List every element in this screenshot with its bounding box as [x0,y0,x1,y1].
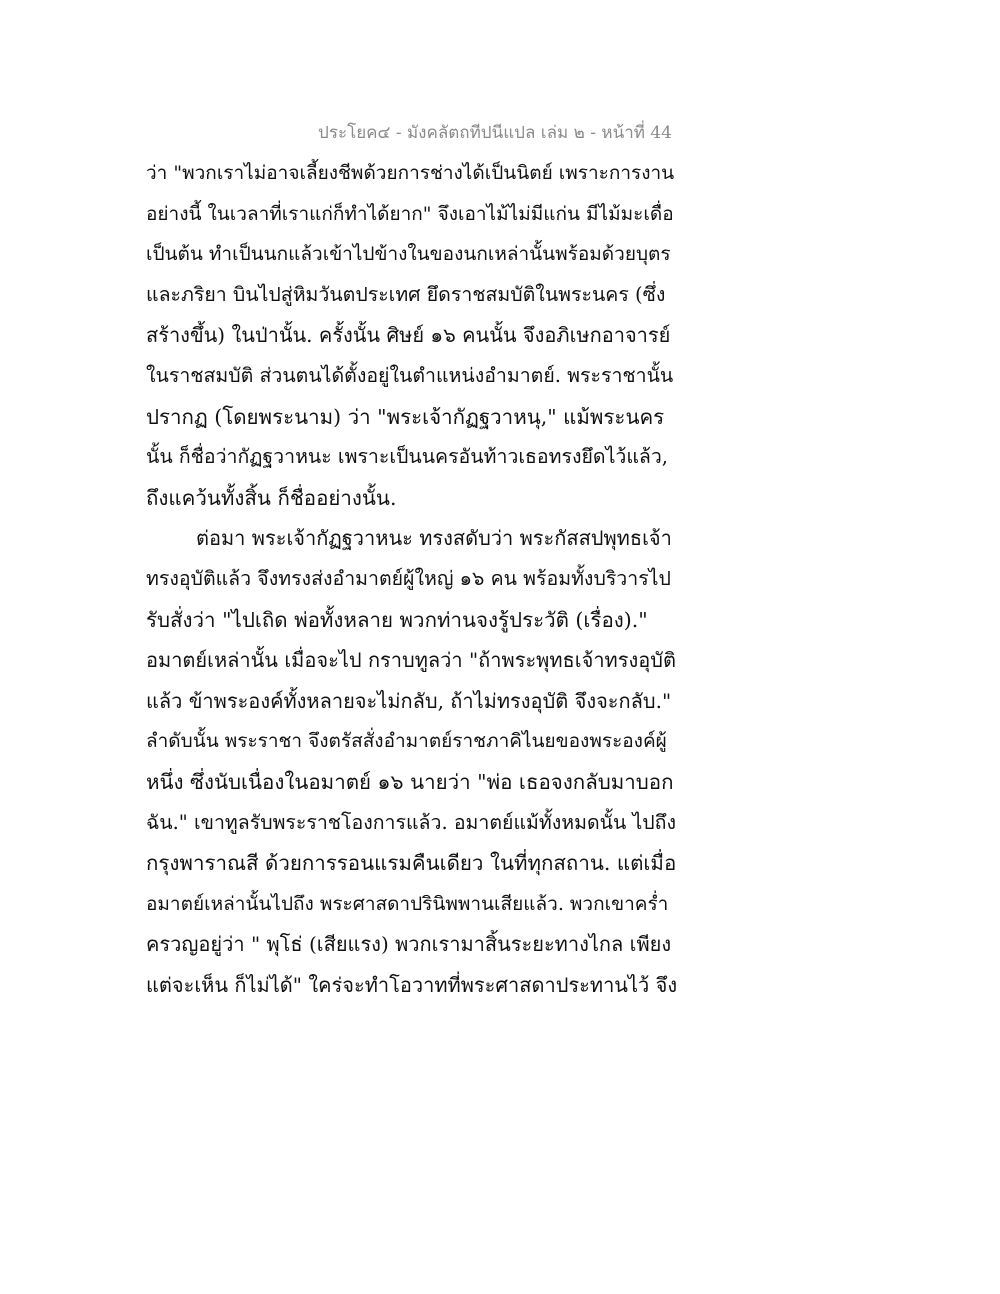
text-line: นั้น ก็ชื่อว่ากัฏฐวาหนะ เพราะเป็นนครอันท้าวเธอทรงยึดไว้แล้ว, [146,445,668,469]
body-text [146,153,676,1005]
text-line: ครวญอยู่ว่า " พุโธ่ (เสียแรง) พวกเรามาสิ้นระยะทางไกล เพียง [146,932,672,957]
text-line: สร้างขึ้น) ในป่านั้น. ครั้งนั้น ศิษย์ ๑๖ คนนั้น จึงอภิเษกอาจารย์ [146,323,671,348]
text-line: อย่างนี้ ในเวลาที่เราแก่ก็ทำได้ยาก" จึงเอาไม้ไม่มีแก่น มีไม้มะเดื่อ [146,202,674,225]
text-line: ในราชสมบัติ ส่วนตนได้ตั้งอยู่ในตำแหน่งอำมาตย์. พระราชานั้น [146,363,674,387]
text-line: แต่จะเห็น ก็ไม่ได้" ใคร่จะทำโอวาทที่พระศาสดาประทานไว้ จึง [146,972,678,997]
text-line: อมาตย์เหล่านั้นไปถึง พระศาสดาปรินิพพานเสียแล้ว. พวกเขาคร่ำ [146,892,669,915]
text-line: ฉัน." เขาทูลรับพระราชโองการแล้ว. อมาตย์แม้ทั้งหมดนั้น ไปถึง [146,810,676,834]
text-line: แล้ว ข้าพระองค์ทั้งหลายจะไม่กลับ, ถ้าไม่ทรงอุบัติ จึงจะกลับ." [146,688,672,713]
text-line: ถึงแคว้นทั้งสิ้น ก็ชื่ออย่างนั้น. [146,485,397,510]
text-line: รับสั่งว่า "ไปเถิด พ่อทั้งหลาย พวกท่านจงรู้ประวัติ (เรื่อง)." [146,607,648,632]
running-header: ประโยค๔ - มังคลัตถทีปนีแปล เล่ม ๒ - หน้าที่ 44 [318,123,672,143]
text-line: อมาตย์เหล่านั้น เมื่อจะไป กราบทูลว่า "ถ้าพระพุทธเจ้าทรงอุบัติ [146,648,676,673]
text-line: หนึ่ง ซึ่งนับเนื่องในอมาตย์ ๑๖ นายว่า "พ่อ เธอจงกลับมาบอก [146,769,674,794]
text-line: ปรากฏ (โดยพระนาม) ว่า "พระเจ้ากัฏฐวาหนุ," แม้พระนคร [146,404,665,429]
text-line: ว่า "พวกเราไม่อาจเลี้ยงชีพด้วยการช่างได้เป็นนิตย์ เพราะการงาน [146,162,675,184]
text-line: ทรงอุบัติแล้ว จึงทรงส่งอำมาตย์ผู้ใหญ่ ๑๖ คน พร้อมทั้งบริวารไป [146,566,671,590]
text-line: กรุงพาราณสี ด้วยการรอนแรมคืนเดียว ในที่ทุกสถาน. แต่เมื่อ [146,851,677,876]
text-line: ลำดับนั้น พระราชา จึงตรัสสั่งอำมาตย์ราชภาคิไนยของพระองค์ผู้ [146,730,667,753]
text-line: เป็นต้น ทำเป็นนกแล้วเข้าไปข้างในของนกเหล่านั้นพร้อมด้วยบุตร [146,243,671,266]
paragraph-first-line: ต่อมา พระเจ้ากัฏฐวาหนะ ทรงสดับว่า พระกัสสปพุทธเจ้า [196,526,672,551]
text-line: และภริยา บินไปสู่หิมวันตประเทศ ยึดราชสมบัติในพระนคร (ซึ่ง [146,282,666,306]
